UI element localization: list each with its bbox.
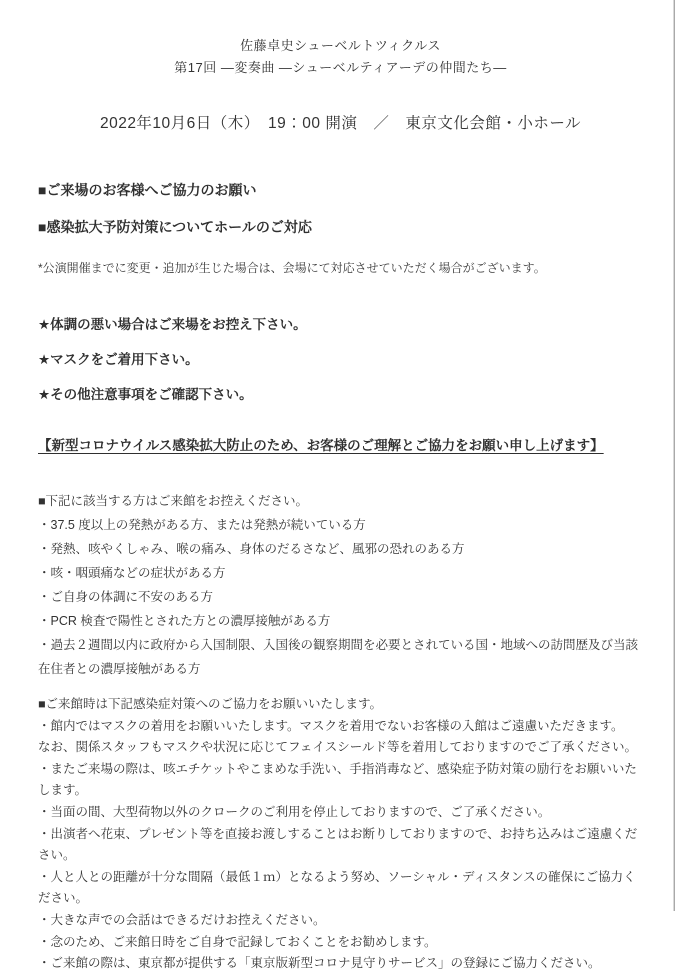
refrain-item-unwell: ・ご自身の体調に不安のある方	[38, 590, 214, 604]
measures-item-gifts: ・出演者へ花束、プレゼント等を直接お渡しすることはお断りしておりますので、お持ち込みはご遠慮ください。	[38, 826, 638, 863]
measures-item-voice: ・大きな声での会話はできるだけお控えください。	[38, 912, 326, 927]
star-notice-health: ★体調の悪い場合はご来場をお控え下さい。	[38, 317, 307, 332]
event-datetime-venue: 2022年10月6日（木） 19：00 開演 ／ 東京文化会館・小ホール	[99, 115, 582, 132]
measures-item-tokyo-service: ・ご来館の際は、東京都が提供する「東京版新型コロナ見守りサービス」の登録にご協力ください。	[38, 956, 601, 971]
star-notice-other: ★その他注意事項をご確認下さい。	[38, 387, 253, 402]
concert-series-title: 佐藤卓史シューベルトツィクルス	[240, 38, 441, 53]
covid-notice-heading: 【新型コロナウイルス感染拡大防止のため、お客様のご理解とご協力をお願い申し上げます】	[38, 438, 604, 453]
measures-item-mask: ・館内ではマスクの着用をお願いいたします。マスクを着用でないお客様の入館はご遠慮いただきます。	[38, 718, 624, 733]
measures-heading: ■ご来館時は下記感染症対策へのご協力をお願いいたします。	[38, 697, 383, 711]
measures-item-cloakroom: ・当面の間、大型荷物以外のクロークのご利用を停止しておりますので、ご了承ください。	[38, 804, 551, 819]
refrain-item-pcr-contact: ・PCR 検査で陽性とされた方との濃厚接触がある方	[38, 614, 331, 628]
refrain-section	[38, 489, 643, 681]
star-notice-block	[38, 316, 643, 404]
refrain-heading: ■下記に該当する方はご来館をお控えください。	[38, 494, 309, 508]
refrain-item-cough: ・咳・咽頭痛などの症状がある方	[38, 566, 226, 580]
concert-subtitle: 第17回 ―変奏曲 ―シューベルティアーデの仲間たち―	[174, 60, 507, 75]
refrain-item-fever: ・37.5 度以上の発熱がある方、または発熱が続いている方	[38, 518, 366, 532]
refrain-item-travel-history: ・過去２週間以内に政府から入国制限、入国後の観察期間を必要とされている国・地域への訪問歴及び当該在住者との濃厚接触がある方	[38, 638, 639, 676]
measures-section	[38, 694, 643, 975]
measures-item-etiquette: ・またご来場の際は、咳エチケットやこまめな手洗い、手指消毒など、感染症予防対策の励行をお願いいたします。	[38, 761, 637, 798]
measures-item-staff-mask: なお、関係スタッフもマスクや状況に応じてフェイスシールド等を着用しておりますのでご了承ください。	[38, 740, 638, 755]
measures-item-record-visit: ・念のため、ご来館日時をご自身で記録しておくことをお勧めします。	[38, 934, 437, 949]
request-heading-hall: ■感染拡大予防対策についてホールのご対応	[38, 219, 312, 235]
measures-item-distance: ・人と人との距離が十分な間隔（最低１ｍ）となるよう努め、ソーシャル・ディスタンスの確保にご協力ください。	[38, 869, 636, 906]
request-heading-visitors: ■ご来場のお客様へご協力のお願い	[38, 182, 257, 198]
change-notice: *公演開催までに変更・追加が生じた場合は、会場にて対応させていただく場合がございます。	[38, 261, 546, 275]
star-notice-mask: ★マスクをご着用下さい。	[38, 352, 199, 367]
refrain-item-cold-symptoms: ・発熱、咳やくしゃみ、喉の痛み、身体のだるさなど、風邪の恐れのある方	[38, 542, 465, 556]
